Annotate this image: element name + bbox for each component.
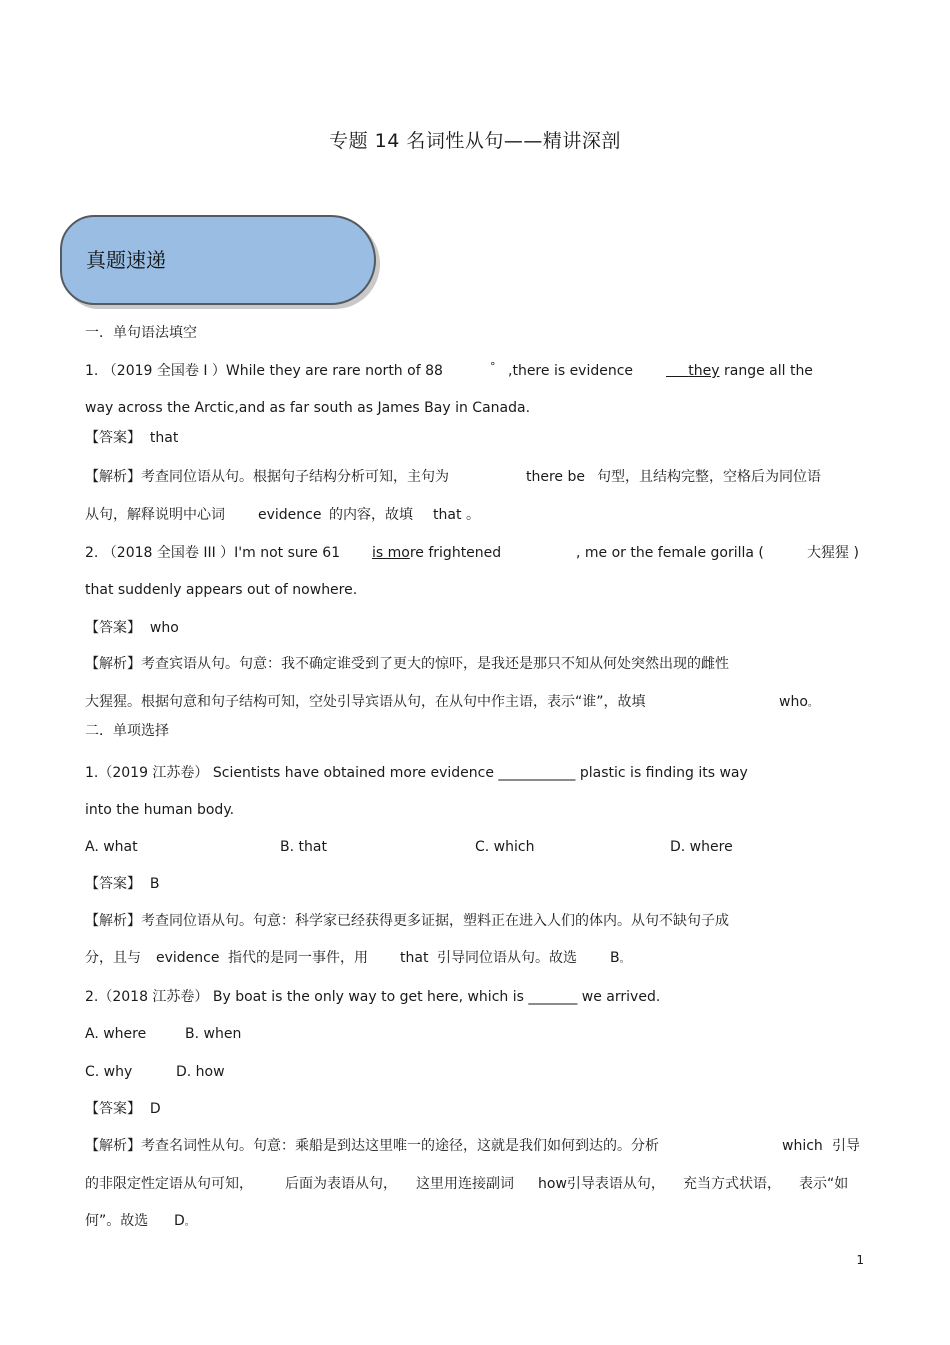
question-2-analysis-line-2: 大猩猩。根据句意和句子结构可知，空处引导宾语从句，在从句中作主语，表示“谁”，故填 [85,694,646,710]
analysis-text: 句型，且结构完整，空格后为同位语 [597,469,821,485]
answer-value: that [149,430,179,446]
mc-1-line-2: into the human body. [85,802,235,818]
mc-2-option-b: B. when [185,1026,242,1042]
section-heading-fill-blank: 一．单句语法填空 [85,325,197,341]
analysis-text: 这里用连接副词 [416,1176,514,1192]
mc-1-option-a: A. what [85,839,138,855]
analysis-keyword: D。 [174,1213,195,1229]
analysis-text: 引导 [832,1138,860,1154]
answer-value: D [149,1101,161,1117]
analysis-keyword: that [433,507,462,523]
mc-2-analysis-line-2: 的非限定性定语从句可知， [85,1176,253,1192]
degree-mark: ° [490,360,496,373]
question-1-line-1 [85,362,443,380]
analysis-keyword: B。 [610,950,630,966]
answer-value: who [149,620,179,636]
analysis-text: 后面为表语从句， [285,1176,397,1192]
mc-2-line-1: 2.（2018 江苏卷） By boat is the only way to get here, which is _______ we arrived. [85,989,661,1005]
question-2-line-1: 2. （2018 全国卷 III ）I'm not sure 61 [85,545,341,561]
mc-2-analysis-line-3: 何”。故选 [85,1213,149,1229]
question-2-stem-cont: , me or the female gorilla ( [576,545,764,561]
analysis-keyword: which [782,1138,823,1154]
analysis-keyword: that [400,950,429,966]
question-1-analysis-line-1: 【解析】考查同位语从句。根据句子结构分析可知，主句为 [85,469,449,485]
analysis-text: 充当方式状语， [683,1176,781,1192]
question-2-analysis-line-1: 【解析】考查宾语从句。句意：我不确定谁受到了更大的惊吓，是我还是那只不知从何处突然出现的雌性 [85,656,729,672]
page-number: 1 [856,1253,864,1267]
analysis-keyword: evidence [258,507,322,523]
mc-1-option-b: B. that [280,839,327,855]
answer-value: B [149,876,160,892]
section-heading-multiple-choice: 二．单项选择 [85,723,169,739]
analysis-text: 。 [466,507,480,523]
analysis-text: 表示“如 [799,1176,849,1192]
question-1-stem-end: they range all the [666,362,813,380]
question-2-answer: 【答案】 who [85,620,179,636]
question-1-stem: 1. （2019 全国卷 I ）While they are rare north of 88 [85,363,443,379]
question-1-line-2: way across the Arctic,and as far south as James Bay in Canada. [85,400,531,416]
analysis-keyword: there be [526,469,585,485]
mc-1-analysis-line-1: 【解析】考查同位语从句。句意：科学家已经获得更多证据，塑料正在进入人们的体内。从句不缺句子成 [85,913,729,929]
analysis-text: 引导同位语从句。故选 [437,950,577,966]
mc-2-option-c: C. why [85,1064,133,1080]
mc-2-option-a: A. where [85,1026,147,1042]
analysis-keyword: who。 [779,694,818,710]
mc-2-analysis-line-1: 【解析】考查名词性从句。句意：乘船是到达这里唯一的途径，这就是我们如何到达的。分析 [85,1138,659,1154]
question-1-blank: they [688,363,720,379]
analysis-text: 的内容，故填 [329,507,413,523]
section-banner-label: 真题速递 [86,248,166,272]
question-2-line-2: that suddenly appears out of nowhere. [85,582,358,598]
analysis-text: 指代的是同一事件，用 [228,950,368,966]
question-2-blank: is more frightened [372,545,502,561]
mc-1-analysis-line-2: 分，且与 [85,950,141,966]
mc-1-option-c: C. which [475,839,535,855]
mc-1-answer: 【答案】 B [85,876,160,892]
analysis-keyword: evidence [156,950,220,966]
analysis-keyword: how引导表语从句， [538,1176,665,1192]
question-2-stem-end: 大猩猩 ) [807,545,859,561]
mc-2-answer: 【答案】 D [85,1101,161,1117]
mc-1-line-1: 1.（2019 江苏卷） Scientists have obtained more evidence ___________ plastic is finding its way [85,765,748,781]
question-1-answer: 【答案】 that [85,430,179,446]
mc-2-option-d: D. how [176,1064,225,1080]
question-1-analysis-line-2: 从句，解释说明中心词 [85,507,225,523]
mc-1-option-d: D. where [670,839,733,855]
page-title: 专题 14 名词性从句——精讲深剖 [329,130,621,152]
question-1-stem-cont: ,there is evidence [508,363,634,379]
